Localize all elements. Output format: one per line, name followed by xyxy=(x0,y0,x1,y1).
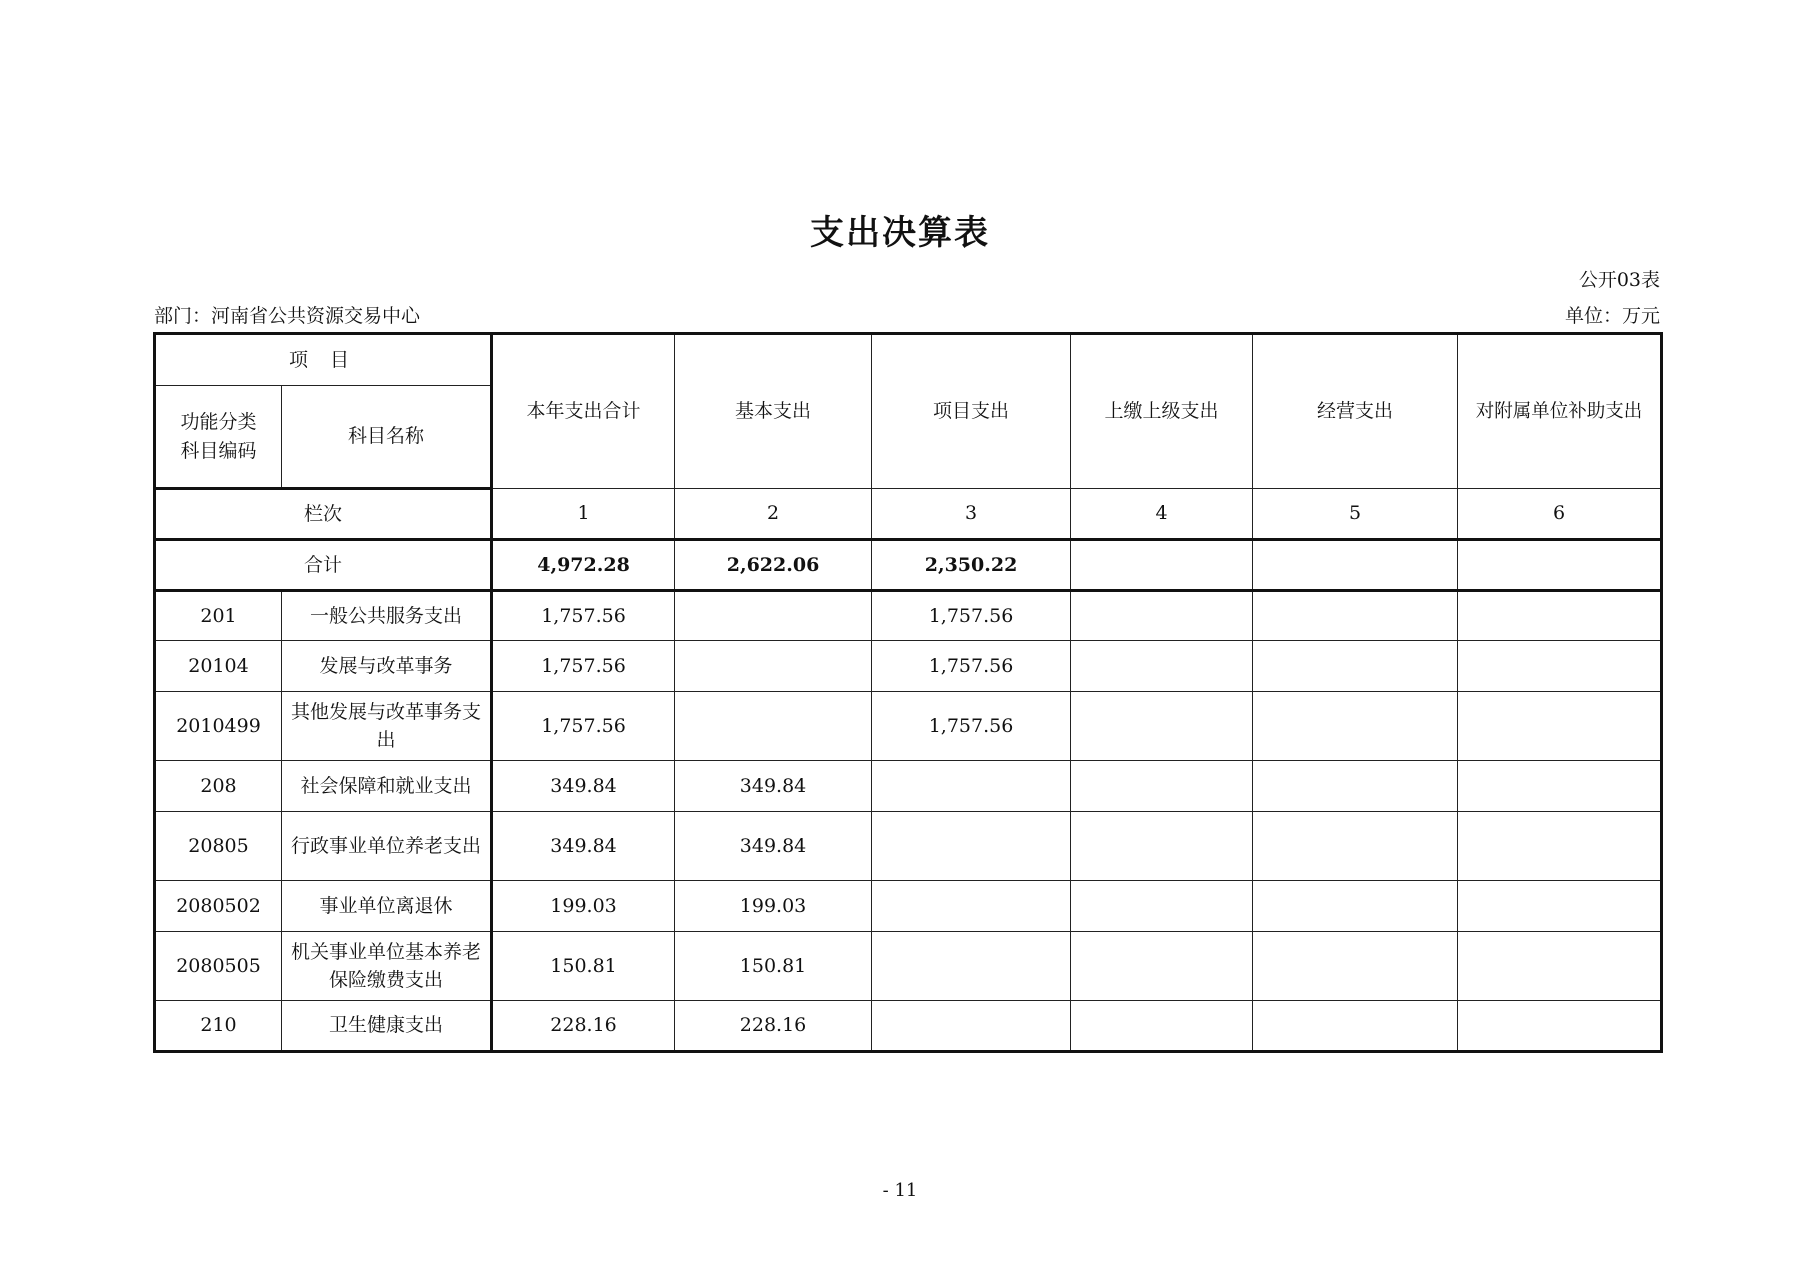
row-cell xyxy=(1458,812,1662,881)
row-code: 208 xyxy=(155,761,282,812)
row-code: 20805 xyxy=(155,812,282,881)
table-row xyxy=(155,881,1662,932)
row-cell: 1,757.56 xyxy=(492,641,675,692)
row-cell xyxy=(1253,761,1458,812)
row-cell: 349.84 xyxy=(492,761,675,812)
table-row xyxy=(155,692,1662,761)
row-cell: 1,757.56 xyxy=(872,692,1071,761)
row-cell xyxy=(1071,641,1253,692)
unit-label: 单位：万元 xyxy=(1564,305,1660,327)
index-cell: 4 xyxy=(1071,489,1253,540)
page-number: - 11 xyxy=(882,1180,918,1201)
table-row xyxy=(155,591,1662,641)
row-cell: 199.03 xyxy=(492,881,675,932)
row-cell: 349.84 xyxy=(675,761,872,812)
header-upper: 上缴上级支出 xyxy=(1071,334,1253,489)
row-cell xyxy=(1253,591,1458,641)
row-name: 行政事业单位养老支出 xyxy=(282,812,492,881)
row-cell xyxy=(1458,591,1662,641)
row-cell xyxy=(1458,761,1662,812)
row-cell: 1,757.56 xyxy=(492,692,675,761)
row-cell: 150.81 xyxy=(675,932,872,1001)
row-cell xyxy=(675,692,872,761)
table-row xyxy=(155,1001,1662,1052)
row-cell: 1,757.56 xyxy=(492,591,675,641)
row-code: 2080502 xyxy=(155,881,282,932)
row-cell xyxy=(1458,932,1662,1001)
row-cell xyxy=(1071,692,1253,761)
row-cell xyxy=(1253,812,1458,881)
total-cell: 4,972.28 xyxy=(492,540,675,591)
total-cell: 2,350.22 xyxy=(872,540,1071,591)
index-cell: 6 xyxy=(1458,489,1662,540)
row-cell xyxy=(1253,641,1458,692)
row-cell: 1,757.56 xyxy=(872,641,1071,692)
index-cell: 3 xyxy=(872,489,1071,540)
row-cell: 150.81 xyxy=(492,932,675,1001)
total-label: 合计 xyxy=(155,540,492,591)
header-code: 功能分类科目编码 xyxy=(155,386,282,489)
row-code: 2080505 xyxy=(155,932,282,1001)
row-cell xyxy=(1253,1001,1458,1052)
row-code: 210 xyxy=(155,1001,282,1052)
row-cell xyxy=(1071,812,1253,881)
row-cell xyxy=(872,1001,1071,1052)
row-cell xyxy=(872,761,1071,812)
index-label: 栏次 xyxy=(155,489,492,540)
row-cell xyxy=(1253,932,1458,1001)
row-cell: 1,757.56 xyxy=(872,591,1071,641)
row-cell xyxy=(1071,761,1253,812)
header-name: 科目名称 xyxy=(282,386,492,489)
row-code: 20104 xyxy=(155,641,282,692)
row-cell xyxy=(1458,641,1662,692)
row-cell xyxy=(1458,1001,1662,1052)
index-cell: 2 xyxy=(675,489,872,540)
total-cell: 2,622.06 xyxy=(675,540,872,591)
row-cell xyxy=(1253,881,1458,932)
header-subsidy: 对附属单位补助支出 xyxy=(1458,334,1662,489)
total-cell xyxy=(1253,540,1458,591)
expenditure-table xyxy=(153,332,1663,1053)
row-name: 社会保障和就业支出 xyxy=(282,761,492,812)
table-row xyxy=(155,761,1662,812)
row-cell xyxy=(675,591,872,641)
row-cell xyxy=(1458,881,1662,932)
row-cell xyxy=(1458,692,1662,761)
total-cell xyxy=(1071,540,1253,591)
header-project-exp: 项目支出 xyxy=(872,334,1071,489)
form-number: 公开03表 xyxy=(1578,269,1660,291)
row-name: 卫生健康支出 xyxy=(282,1001,492,1052)
row-cell xyxy=(872,812,1071,881)
row-name: 其他发展与改革事务支出 xyxy=(282,692,492,761)
index-cell: 5 xyxy=(1253,489,1458,540)
table-row xyxy=(155,932,1662,1001)
header-project: 项 目 xyxy=(155,334,492,386)
row-cell xyxy=(1071,881,1253,932)
row-cell xyxy=(675,641,872,692)
header-operating: 经营支出 xyxy=(1253,334,1458,489)
row-cell: 228.16 xyxy=(492,1001,675,1052)
row-cell xyxy=(1071,591,1253,641)
table-row xyxy=(155,641,1662,692)
row-name: 事业单位离退休 xyxy=(282,881,492,932)
header-basic: 基本支出 xyxy=(675,334,872,489)
row-cell xyxy=(872,932,1071,1001)
header-total: 本年支出合计 xyxy=(492,334,675,489)
row-name: 一般公共服务支出 xyxy=(282,591,492,641)
row-cell: 349.84 xyxy=(492,812,675,881)
row-cell xyxy=(872,881,1071,932)
department-label: 部门：河南省公共资源交易中心 xyxy=(154,305,421,327)
row-cell xyxy=(1071,1001,1253,1052)
row-cell: 199.03 xyxy=(675,881,872,932)
row-code: 2010499 xyxy=(155,692,282,761)
total-cell xyxy=(1458,540,1662,591)
row-cell xyxy=(1253,692,1458,761)
row-code: 201 xyxy=(155,591,282,641)
table-row xyxy=(155,812,1662,881)
page-title: 支出决算表 xyxy=(810,213,990,253)
row-cell xyxy=(1071,932,1253,1001)
row-name: 机关事业单位基本养老保险缴费支出 xyxy=(282,932,492,1001)
row-cell: 349.84 xyxy=(675,812,872,881)
row-name: 发展与改革事务 xyxy=(282,641,492,692)
row-cell: 228.16 xyxy=(675,1001,872,1052)
index-cell: 1 xyxy=(492,489,675,540)
